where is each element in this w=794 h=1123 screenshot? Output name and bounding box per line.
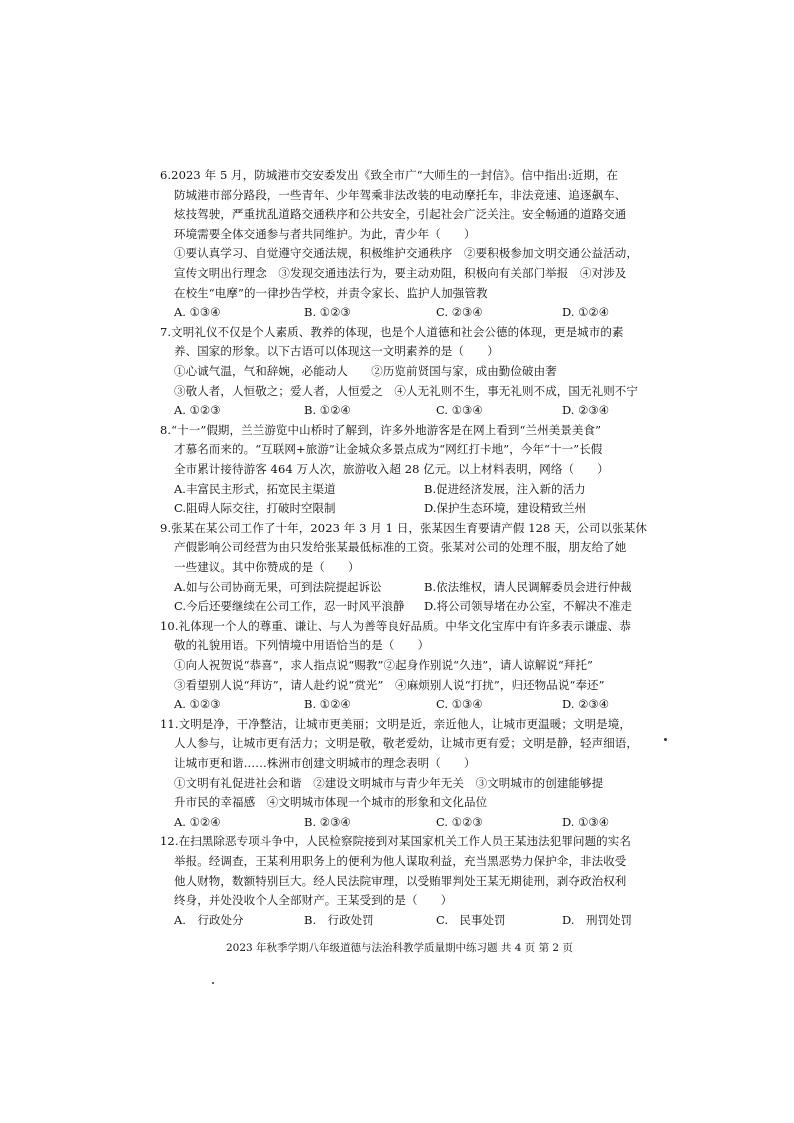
question-7-line-4: ③敬人者，人恒敬之；爱人者，人恒爱之 ④人无礼则不生，事无礼则不成，国无礼则不宁: [174, 383, 638, 398]
option-c: C. 民事处罚: [436, 912, 506, 927]
option-d: D. 刑罚处罚: [562, 912, 632, 927]
question-10-line-2: 敬的礼貌用语。下列情境中用语恰当的是（ ）: [174, 638, 430, 653]
option-d: D. ②③④: [562, 403, 610, 418]
question-6-line-5: ①要认真学习、自觉遵守交通法规，积极维护交通秩序 ②要积极参加文明交通公益活动，: [174, 246, 638, 261]
option-c: C.阻碍人际交往，打破时空限制: [174, 501, 336, 516]
option-c: C. ①②③: [436, 814, 483, 829]
option-a: A. 行政处分: [174, 912, 244, 927]
question-8-line-1: 8.“十一”假期，兰兰游览中山桥时了解到，许多外地游客是在网上看到“兰州美景美食”: [160, 422, 602, 437]
option-b: B.依法维权，请人民调解委员会进行仲裁: [424, 579, 632, 594]
option-c: C. ②③④: [436, 305, 483, 320]
question-9-line-1: 9.张某在某公司工作了十年，2023 年 3 月 1 日，张某因生育要请产假 128 天，公司以张某休: [160, 520, 648, 535]
question-11-line-3: 让城市更和谐……株洲市创建文明城市的理念表明（ ）: [174, 756, 476, 770]
question-10-line-1: 10.礼体现一个人的尊重、谦让、与人为善等良好品质。中华文化宝库中有许多表示谦虚、恭: [160, 618, 631, 633]
page-footer: 2023 年秋季学期八年级道德与法治科教学质量期中练习题 共 4 页 第 2 页: [226, 942, 573, 955]
question-7-line-3: ①心诚气温，气和辞婉，必能动人 ②历览前贤国与家，成由勤俭破由奢: [174, 364, 557, 378]
question-12-line-3: 他人财物，数额特别巨大。经人民法院审理，以受贿罪判处王某无期徒刑，剥夺政治权利: [174, 873, 627, 888]
option-a: A. ①②③: [174, 697, 221, 712]
option-a: A. ①③④: [174, 305, 221, 320]
question-11-line-5: 升市民的幸福感 ④文明城市体现一个城市的形象和文化品位: [174, 795, 488, 810]
question-12-line-4: 终身，并处没收个人全部财产。王某受到的是（ ）: [174, 893, 453, 908]
option-b: B. 行政处罚: [304, 912, 374, 927]
question-8-line-2: 才慕名而来的。“互联网+旅游”让金城众多景点成为“网红打卡地”，今年“十一”长假: [174, 442, 603, 457]
option-a: A.如与公司协商无果，可到法院提起诉讼: [174, 579, 382, 594]
question-6-line-6: 宣传文明出行理念 ③发现交通违法行为，要主动劝阻，积极向有关部门举报 ④对涉及: [174, 266, 627, 280]
option-b: B. ①②④: [304, 697, 351, 712]
option-c: C. ①③④: [436, 403, 483, 418]
question-7-line-1: 7.文明礼仪不仅是个人素质、教养的体现，也是个人道德和社会公德的体现，更是城市的素: [160, 324, 624, 339]
option-b: B. ①②④: [304, 403, 351, 418]
question-6-line-7: 在校生“电摩”的一律抄告学校，并责令家长、监护人加强管教: [174, 285, 488, 300]
option-d: D.将公司领导堵在办公室，不解决不准走: [424, 599, 632, 614]
scan-speck: [664, 738, 667, 741]
question-9-line-3: 一些建议。其中你赞成的是（ ）: [174, 560, 360, 574]
option-d: D. ②③④: [562, 697, 610, 712]
option-b: B. ②③④: [304, 814, 351, 829]
question-11-line-4: ①文明有礼促进社会和谐 ②建设文明城市与青少年无关 ③文明城市的创建能够提: [174, 775, 604, 790]
question-12-line-2: 举报。经调查，王某利用职务上的便利为他人谋取利益，充当黑恶势力保护伞，非法收受: [174, 854, 627, 868]
question-6-line-3: 炫技驾驶，严重扰乱道路交通秩序和公共安全，引起社会广泛关注。安全畅通的道路交通: [174, 207, 627, 222]
option-d: D.保护生态环境，建设精致兰州: [424, 501, 586, 516]
scan-speck: [212, 982, 214, 984]
option-d: D. ①②④: [562, 305, 610, 320]
question-6-line-1: 6.2023 年 5 月，防城港市交安委发出《致全市广“大师生的一封信》。信中指出:近期，在: [160, 168, 619, 182]
question-6-line-2: 防城港市部分路段，一些青年、少年驾乘非法改装的电动摩托车，非法竞速、追逐飙车、: [174, 187, 627, 202]
option-b: B.促进经济发展，注入新的活力: [424, 481, 586, 496]
option-a: A.丰富民主形式，拓宽民主渠道: [174, 481, 336, 496]
option-a: A. ①②③: [174, 403, 221, 418]
question-10-line-4: ③看望别人说“拜访”，请人赴约说“赏光” ④麻烦别人说“打扰”，归还物品说“奉还”: [174, 677, 605, 692]
question-8-line-3: 全市累计接待游客 464 万人次，旅游收入超 28 亿元。以上材料表明，网络（ ）: [174, 462, 609, 476]
option-b: B. ①②③: [304, 305, 351, 320]
option-c: C. ①③④: [436, 697, 483, 712]
question-6-line-4: 环境需要全体交通参与者共同维护。为此，青少年（ ）: [174, 226, 476, 241]
option-c: C.今后还要继续在公司工作，忍一时风平浪静: [174, 599, 405, 614]
option-d: D. ①③④: [562, 814, 610, 829]
question-9-line-2: 产假影响公司经营为由只发给张某最低标准的工资。张某对公司的处理不服，朋友给了她: [174, 540, 627, 555]
question-11-line-2: 人人参与，让城市更有活力；文明是敬，敬老爱幼，让城市更有爱；文明是静，轻声细语，: [174, 736, 638, 751]
question-11-line-1: 11.文明是净，干净整洁，让城市更美丽；文明是近，亲近他人，让城市更温暖；文明是境，: [160, 716, 631, 731]
option-a: A. ①②④: [174, 814, 221, 829]
question-10-line-3: ①向人祝贺说“恭喜”，求人指点说“赐教”②起身作别说“久违”，请人谅解说“拜托”: [174, 658, 594, 672]
question-12-line-1: 12.在扫黑除恶专项斗争中，人民检察院接到对某国家机关工作人员王某违法犯罪问题的实名: [160, 834, 631, 849]
question-7-line-2: 养、国家的形象。以下古语可以体现这一文明素养的是（ ）: [174, 344, 499, 359]
